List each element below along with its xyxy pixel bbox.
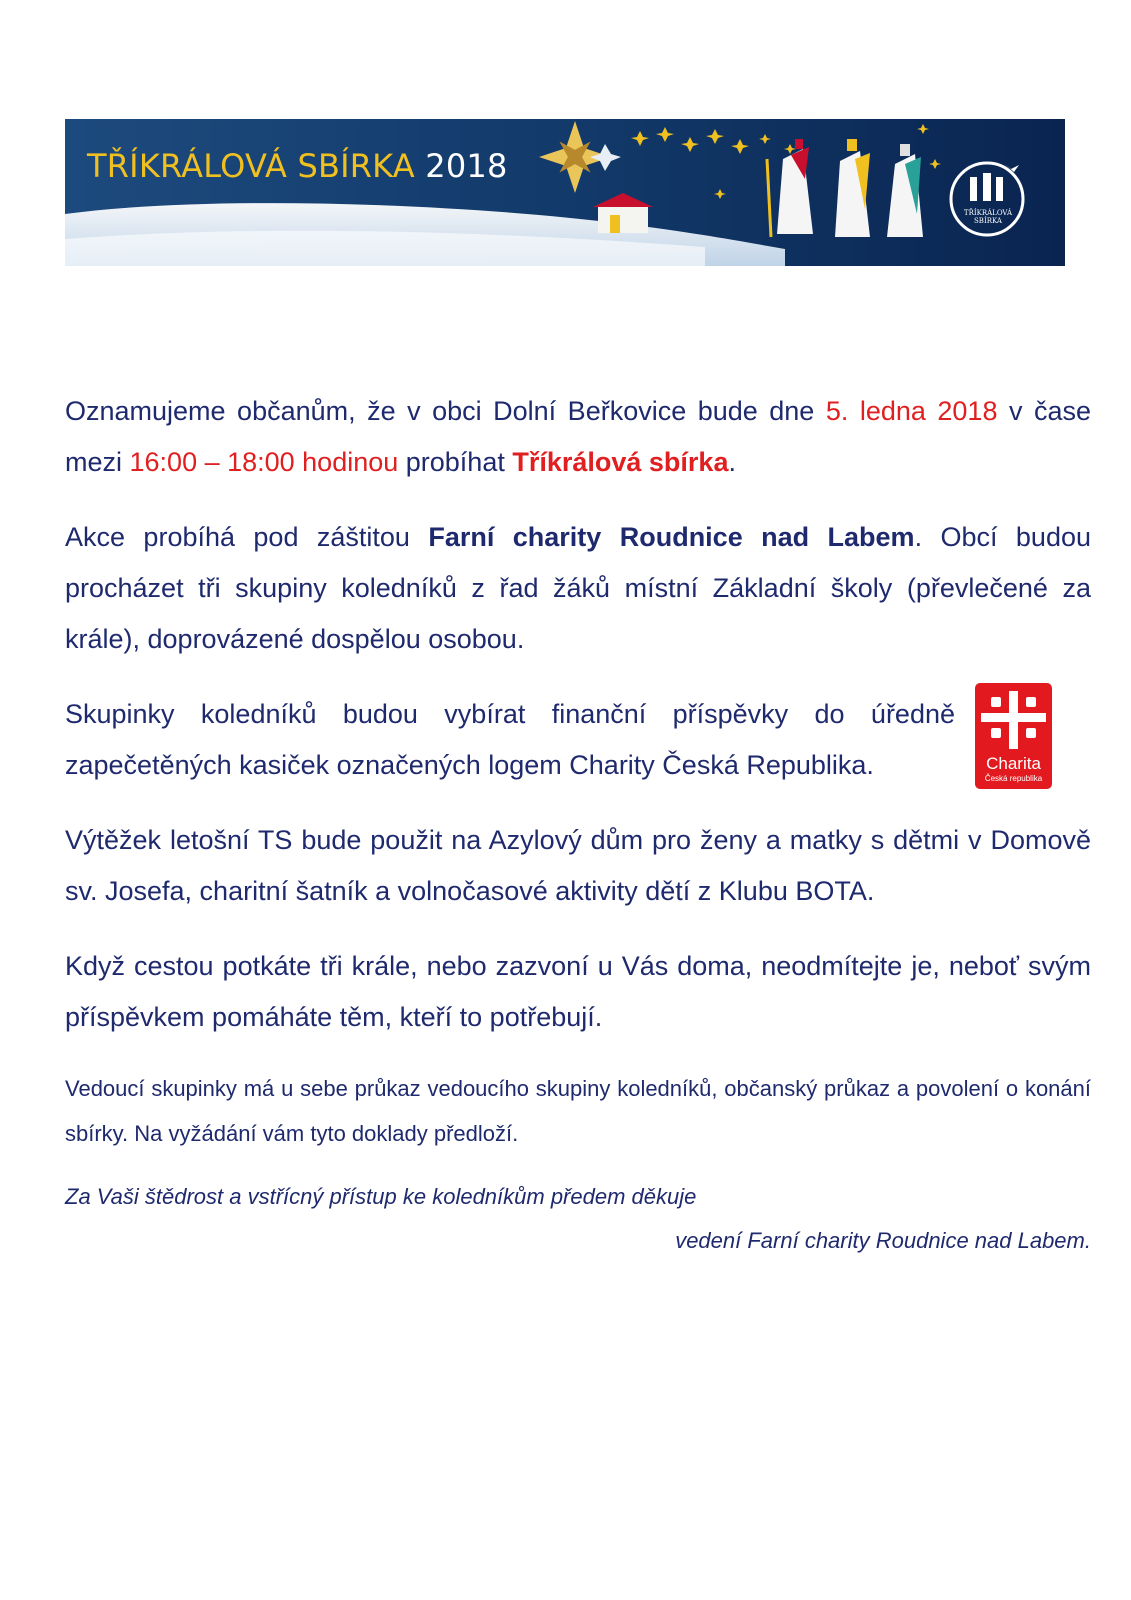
banner-graphic [65,119,1065,266]
p1-text-b: v čase mezi [65,396,1091,477]
p2-text-b: . Obcí budou procházet tři skupiny koledníků z řad žáků místní Základní školy (převlečené za krále), doprovázené dospělou osobou. [65,522,1092,654]
event-name: Tříkrálová sbírka [512,447,729,477]
p2-text-a: Akce probíhá pod záštitou [65,522,429,552]
signature-line: vedení Farní charity Roudnice nad Labem. [675,1228,1091,1253]
banner-title-year: 2018 [425,147,508,185]
logo-line2: SBÍRKA [974,217,1002,225]
banner [65,119,1065,266]
logo-line1: TŘÍKRÁLOVÁ [963,209,1013,217]
event-time: 16:00 – 18:00 hodinou [129,447,399,477]
organizer-paragraph [65,512,1091,665]
organizer-name: Farní charity Roudnice nad Labem [428,522,915,552]
charita-name: Charita [986,754,1041,773]
p1-text-d: . [728,447,736,477]
announcement-paragraph [65,386,1091,488]
p1-text-a: Oznamujeme občanům, že v obci Dolní Beřkovice bude dne [65,396,826,426]
charita-country: Česká republika [984,774,1043,783]
collection-paragraph: Skupinky koledníků budou vybírat finanční příspěvky do úředně zapečetěných kasiček označených logem Charity Česká Republika. [65,699,955,780]
thanks-line: Za Vaši štědrost a vstřícný přístup ke koledníkům předem děkuje [65,1184,697,1209]
proceeds-paragraph: Výtěžek letošní TS bude použit na Azylový dům pro ženy a matky s dětmi v Domově sv. Josefa, charitní šatník a volnočasové aktivity dětí z Klubu BOTA. [65,825,1091,906]
p1-text-c: probíhat [398,447,513,477]
appeal-paragraph: Když cestou potkáte tři krále, nebo zazvoní u Vás doma, neodmítejte je, neboť svým příspěvkem pomáháte těm, kteří to potřebují. [65,951,1091,1032]
banner-title-text: TŘÍKRÁLOVÁ SBÍRKA [87,147,415,185]
documents-paragraph: Vedoucí skupinky má u sebe průkaz vedoucího skupiny koledníků, občanský průkaz a povolení o konání sbírky. Na vyžádání vám tyto doklady předloží. [65,1076,1091,1146]
event-date: 5. ledna 2018 [825,396,998,426]
banner-title [87,147,508,185]
logo-lettering [958,209,1018,225]
charita-logo [975,683,1052,789]
